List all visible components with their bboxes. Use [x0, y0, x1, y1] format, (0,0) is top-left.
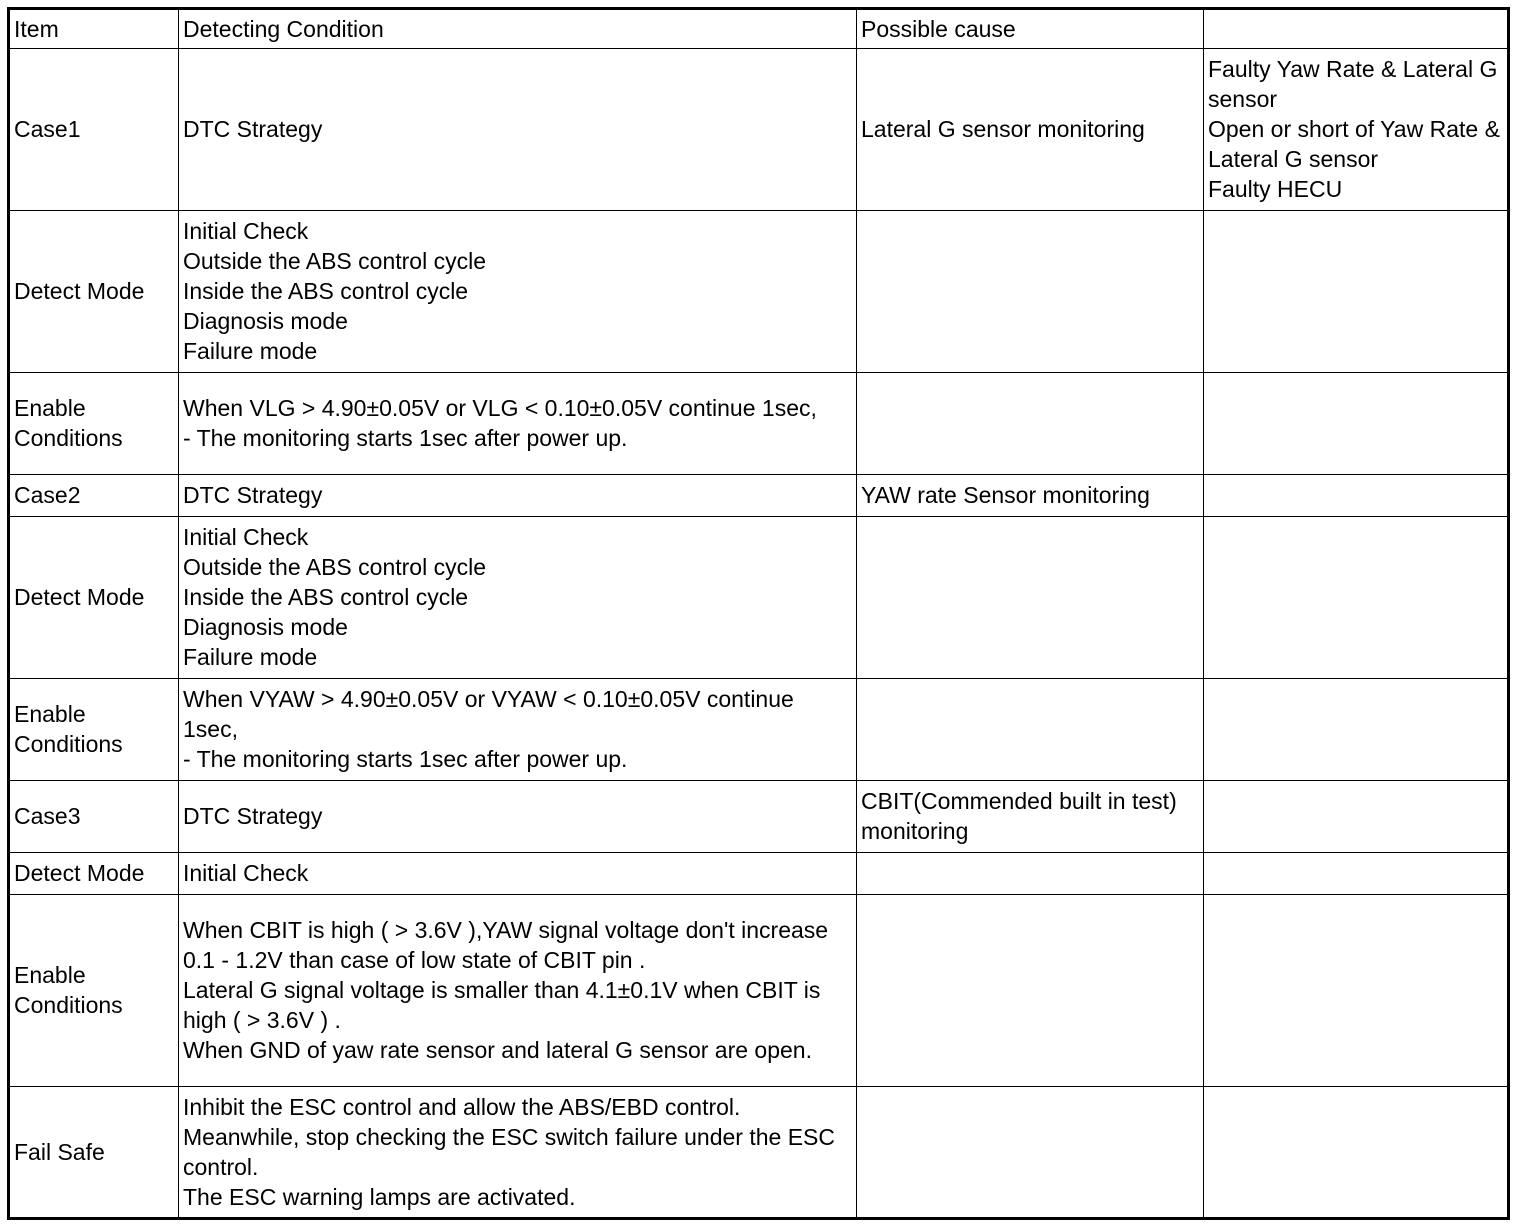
cause-cell [857, 211, 1204, 373]
cause-cell: CBIT(Commended built in test) monitoring [857, 781, 1204, 853]
header-cell-detecting-condition: Detecting Condition [179, 9, 857, 49]
condition-cell: DTC Strategy [179, 49, 857, 211]
extra-cell [1204, 679, 1509, 781]
extra-cell [1204, 781, 1509, 853]
cause-cell [857, 1087, 1204, 1219]
extra-cell [1204, 895, 1509, 1087]
condition-cell: Initial Check Outside the ABS control cycle Inside the ABS control cycle Diagnosis mode Failure mode [179, 211, 857, 373]
item-cell: Detect Mode [9, 517, 179, 679]
header-cell-item: Item [9, 9, 179, 49]
header-cell-blank [1204, 9, 1509, 49]
extra-cell [1204, 1087, 1509, 1219]
table-row [9, 853, 1509, 895]
item-cell: Enable Conditions [9, 679, 179, 781]
table-row [9, 679, 1509, 781]
table-row [9, 895, 1509, 1087]
extra-cell: Faulty Yaw Rate & Lateral G sensor Open or short of Yaw Rate & Lateral G sensor Faulty HECU [1204, 49, 1509, 211]
cause-cell: YAW rate Sensor monitoring [857, 475, 1204, 517]
condition-cell: Inhibit the ESC control and allow the ABS/EBD control. Meanwhile, stop checking the ESC switch failure under the ESC control. The ESC warning lamps are activated. [179, 1087, 857, 1219]
table-row [9, 517, 1509, 679]
condition-cell: When VLG > 4.90±0.05V or VLG < 0.10±0.05V continue 1sec, - The monitoring starts 1sec after power up. [179, 373, 857, 475]
item-cell: Detect Mode [9, 853, 179, 895]
extra-cell [1204, 475, 1509, 517]
cause-cell [857, 373, 1204, 475]
extra-cell [1204, 517, 1509, 679]
item-cell: Enable Conditions [9, 373, 179, 475]
cause-cell [857, 853, 1204, 895]
item-cell: Case3 [9, 781, 179, 853]
extra-cell [1204, 853, 1509, 895]
cause-cell [857, 517, 1204, 679]
item-cell: Case2 [9, 475, 179, 517]
condition-cell: Initial Check Outside the ABS control cycle Inside the ABS control cycle Diagnosis mode Failure mode [179, 517, 857, 679]
condition-cell: When VYAW > 4.90±0.05V or VYAW < 0.10±0.05V continue 1sec, - The monitoring starts 1sec after power up. [179, 679, 857, 781]
table-row [9, 49, 1509, 211]
table-row [9, 373, 1509, 475]
cause-cell [857, 679, 1204, 781]
extra-cell [1204, 373, 1509, 475]
table-row [9, 781, 1509, 853]
table-row [9, 475, 1509, 517]
header-cell-possible-cause: Possible cause [857, 9, 1204, 49]
condition-cell: Initial Check [179, 853, 857, 895]
condition-cell: When CBIT is high ( > 3.6V ),YAW signal voltage don't increase 0.1 - 1.2V than case of low state of CBIT pin . Lateral G signal voltage is smaller than 4.1±0.1V when CBIT is high ( > 3.6V ) . When GND of yaw rate sensor and lateral G sensor are open. [179, 895, 857, 1087]
table-row [9, 211, 1509, 373]
dtc-table [7, 7, 1510, 1220]
table-header-row [9, 9, 1509, 49]
item-cell: Enable Conditions [9, 895, 179, 1087]
extra-cell [1204, 211, 1509, 373]
cause-cell: Lateral G sensor monitoring [857, 49, 1204, 211]
condition-cell: DTC Strategy [179, 475, 857, 517]
condition-cell: DTC Strategy [179, 781, 857, 853]
item-cell: Case1 [9, 49, 179, 211]
document-page [7, 7, 1510, 1220]
item-cell: Fail Safe [9, 1087, 179, 1219]
cause-cell [857, 895, 1204, 1087]
item-cell: Detect Mode [9, 211, 179, 373]
table-row [9, 1087, 1509, 1219]
